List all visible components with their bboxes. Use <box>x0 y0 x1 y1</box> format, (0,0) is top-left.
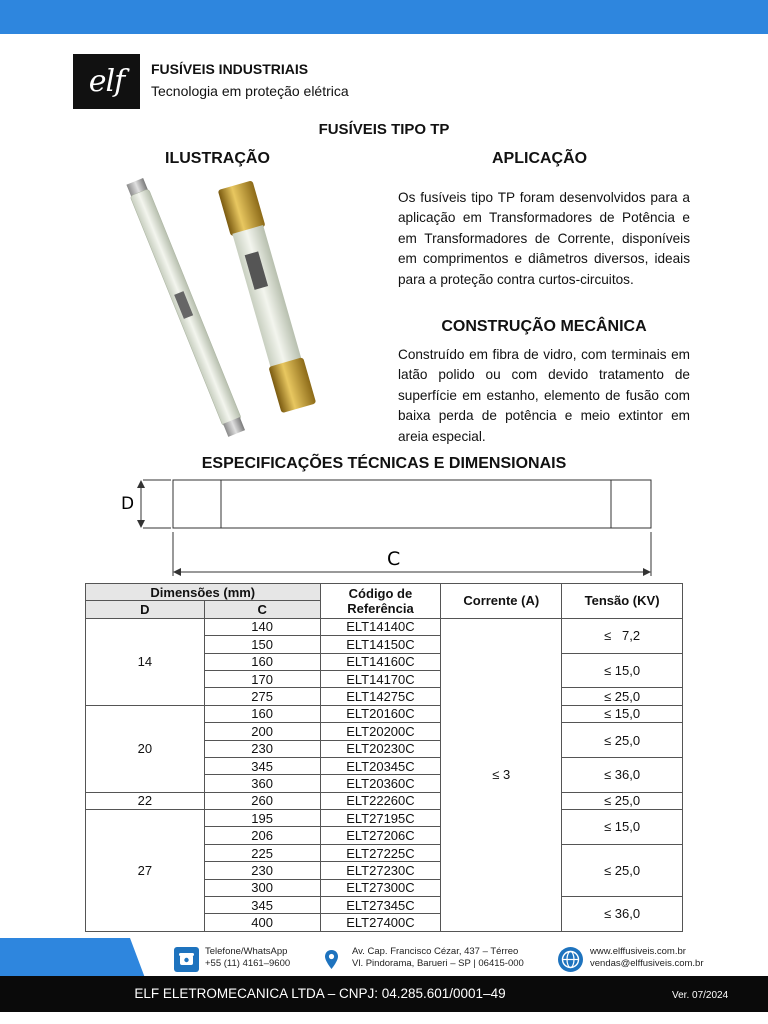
header-d: D <box>86 601 205 618</box>
cell-length: 160 <box>204 653 320 670</box>
construction-heading: CONSTRUÇÃO MECÂNICA <box>441 318 647 335</box>
company-info: ELF ELETROMECANICA LTDA – CNPJ: 04.285.601/0001–49 <box>134 986 506 1001</box>
cell-voltage: ≤ 15,0 <box>562 705 683 722</box>
cell-length: 360 <box>204 775 320 792</box>
application-heading: APLICAÇÃO <box>492 150 588 167</box>
cell-voltage: ≤ 25,0 <box>562 723 683 758</box>
cell-length: 170 <box>204 670 320 687</box>
cell-length: 206 <box>204 827 320 844</box>
header-codigo: Código de Referência <box>320 584 441 619</box>
location-pin-icon <box>319 947 344 972</box>
cell-reference-code: ELT27195C <box>320 810 441 827</box>
cell-reference-code: ELT27300C <box>320 879 441 896</box>
specifications-body <box>86 618 683 931</box>
cell-length: 160 <box>204 705 320 722</box>
header-c: C <box>204 601 320 618</box>
cell-length: 275 <box>204 688 320 705</box>
table-row <box>86 618 683 635</box>
footer-web <box>590 946 704 970</box>
cell-length: 260 <box>204 792 320 809</box>
cell-reference-code: ELT27345C <box>320 897 441 914</box>
cell-voltage: ≤ 25,0 <box>562 844 683 896</box>
table-row <box>86 792 683 809</box>
cell-reference-code: ELT20360C <box>320 775 441 792</box>
application-text: Os fusíveis tipo TP foram desenvolvidos para a aplicação em Transformadores de Potência e em Transformadores de Corrente, disponíveis em comprimentos e diâmetros diversos, ideais para a proteção contra curtos-circuitos. <box>398 190 690 287</box>
cell-voltage: ≤ 36,0 <box>562 897 683 932</box>
thick-fuse <box>218 180 317 413</box>
cell-voltage: ≤ 7,2 <box>562 618 683 653</box>
cell-reference-code: ELT14150C <box>320 636 441 653</box>
version-label: Ver. 07/2024 <box>672 990 729 1001</box>
brand-name: FUSÍVEIS INDUSTRIAIS <box>151 61 309 77</box>
cell-length: 140 <box>204 618 320 635</box>
cell-reference-code: ELT20230C <box>320 740 441 757</box>
header-tensao: Tensão (KV) <box>562 584 683 619</box>
construction-text: Construído em fibra de vidro, com terminais em latão polido ou com devido tratamento de superfície em estanho, elemento de fusão com baixa perda de potência e meio extintor em areia especial. <box>398 347 690 444</box>
cell-reference-code: ELT20160C <box>320 705 441 722</box>
cell-current: ≤ 3 <box>441 618 562 931</box>
cell-reference-code: ELT14275C <box>320 688 441 705</box>
specifications-heading: ESPECIFICAÇÕES TÉCNICAS E DIMENSIONAIS <box>201 455 567 472</box>
cell-length: 345 <box>204 757 320 774</box>
cell-length: 200 <box>204 723 320 740</box>
website-link[interactable]: www.elffusiveis.com.br <box>590 946 686 957</box>
address-line2: Vl. Pindorama, Barueri – SP | 06415-000 <box>352 958 524 969</box>
cell-reference-code: ELT27230C <box>320 862 441 879</box>
footer-phone <box>205 946 290 970</box>
specifications-table <box>85 583 683 932</box>
cell-reference-code: ELT14160C <box>320 653 441 670</box>
cell-voltage: ≤ 25,0 <box>562 688 683 705</box>
cell-length: 400 <box>204 914 320 931</box>
elf-logo: elf <box>73 54 140 109</box>
page-title: FUSÍVEIS TIPO TP <box>318 121 450 138</box>
phone-number[interactable]: +55 (11) 4161–9600 <box>205 958 291 969</box>
cell-length: 195 <box>204 810 320 827</box>
phone-label: Telefone/WhatsApp <box>205 946 288 957</box>
cell-length: 225 <box>204 844 320 861</box>
cell-length: 150 <box>204 636 320 653</box>
header-dimensoes: Dimensões (mm) <box>86 584 321 601</box>
cell-diameter: 22 <box>86 792 205 809</box>
cell-voltage: ≤ 15,0 <box>562 810 683 845</box>
fuse-illustration <box>120 170 350 450</box>
cell-reference-code: ELT27225C <box>320 844 441 861</box>
cell-reference-code: ELT20200C <box>320 723 441 740</box>
dimension-diagram <box>115 470 675 580</box>
globe-icon <box>558 947 583 972</box>
cell-reference-code: ELT14140C <box>320 618 441 635</box>
header-corrente: Corrente (A) <box>441 584 562 619</box>
cell-length: 300 <box>204 879 320 896</box>
cell-diameter: 20 <box>86 705 205 792</box>
cell-length: 345 <box>204 897 320 914</box>
cell-reference-code: ELT14170C <box>320 670 441 687</box>
brand-tagline: Tecnologia em proteção elétrica <box>151 83 349 99</box>
cell-voltage: ≤ 36,0 <box>562 757 683 792</box>
cell-reference-code: ELT27206C <box>320 827 441 844</box>
cell-voltage: ≤ 15,0 <box>562 653 683 688</box>
cell-reference-code: ELT27400C <box>320 914 441 931</box>
cell-reference-code: ELT22260C <box>320 792 441 809</box>
dimension-label-c: C <box>387 548 401 570</box>
cell-length: 230 <box>204 740 320 757</box>
top-accent-bar <box>0 0 768 34</box>
cell-length: 230 <box>204 862 320 879</box>
footer-address <box>352 946 524 970</box>
dimension-label-d: D <box>121 494 135 514</box>
table-row <box>86 810 683 827</box>
email-link[interactable]: vendas@elffusiveis.com.br <box>590 958 704 969</box>
cell-voltage: ≤ 25,0 <box>562 792 683 809</box>
illustration-heading: ILUSTRAÇÃO <box>165 150 270 167</box>
table-row <box>86 705 683 722</box>
phone-icon <box>174 947 199 972</box>
cell-diameter: 27 <box>86 810 205 932</box>
cell-reference-code: ELT20345C <box>320 757 441 774</box>
address-line1: Av. Cap. Francisco Cézar, 437 – Térreo <box>352 946 519 957</box>
cell-diameter: 14 <box>86 618 205 705</box>
